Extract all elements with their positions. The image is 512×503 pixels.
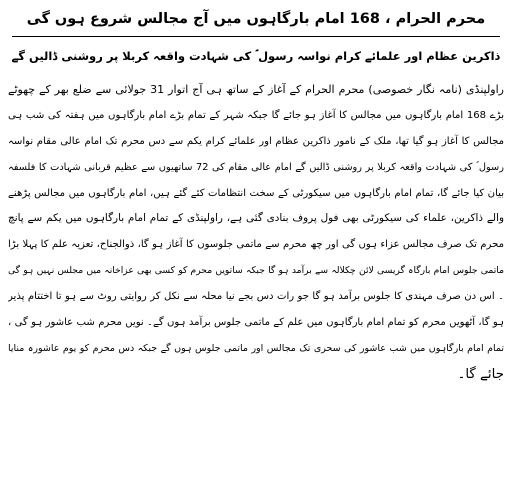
article-line: محرم تک صرف مجالس عزاء ہوں گی اور چھ محرم سے ماتمی جلوسوں کا آغاز ہو گا، ذوالجناح، تعزیہ علم کا پہلا بڑا bbox=[8, 239, 504, 251]
article-line: تمام امام بارگاہوں میں شب عاشور کی سحری تک مجالس اور ماتمی جلوس ہوں گے جبکہ دس محرم کو یوم عاشورہ منایا bbox=[8, 342, 504, 354]
article-line: مجالس کا آغاز ہو گیا تھا، ملک کے نامور ذاکرین عظام اور علمائے کرام یکم سے دس محرم تک امام عالی مقام نواسہ bbox=[8, 135, 504, 147]
article-line: بڑے 168 امام بارگاہوں میں مجالس کا آغاز ہو جائے گا جبکہ شہر کے تمام بڑے امام بارگاہوں میں ہفتہ کی شب ہی bbox=[8, 109, 504, 121]
article-body bbox=[8, 77, 504, 388]
subheadline: ذاکرین عظام اور علمائے کرام نواسہ رسول ؐ کی شہادت واقعہ کربلا پر روشنی ڈالیں گے bbox=[11, 49, 501, 63]
article-line: والے ذاکرین، علماء کی سیکورٹی بھی فول پروف بنادی گئی ہے، راولپنڈی کے تمام امام بارگاہوں میں یکم سے پانچ bbox=[8, 212, 504, 225]
article-line: ۔ اس دن صرف مہندی کا جلوس برآمد ہو گا جو رات دس بجے نیا محلہ سے نکل کر روایتی روٹ سے ہو تا اختتام پذیر bbox=[8, 291, 504, 303]
article-line: جائے گا۔ bbox=[457, 366, 504, 382]
headline: محرم الحرام ، 168 امام بارگاہوں میں آج مجالس شروع ہوں گی bbox=[26, 11, 486, 27]
article-line: بیان کیا جائے گا، تمام امام بارگاہوں میں سیکورٹی کے سخت انتظامات کئے گئے ہیں، امام بارگاہوں میں مجالس پڑھنے bbox=[8, 187, 504, 199]
article-line: راولپنڈی (نامہ نگار خصوصی) محرم الحرام کے آغاز کے ساتھ ہی آج اتوار 31 جولائی سے ضلع بھر کے چھوٹے bbox=[8, 83, 504, 96]
article-line: رسول ؐ کی شہادت واقعہ کربلا پر روشنی ڈالیں گے امام عالی مقام کی 72 ساتھیوں سے عظیم قربانی شہادت کا فلسفہ bbox=[8, 161, 504, 173]
article-line: ماتمی جلوس امام بارگاہ گریسی لائن چکلالہ سے برآمد ہو گا جبکہ ساتویں محرم کو کسی بھی عزاخانہ میں مجلس نہیں ہو گی bbox=[8, 265, 504, 277]
article-line: ہو گا، آٹھویں محرم کو تمام امام بارگاہوں میں علم کے ماتمی جلوس برآمد ہوں گے۔ نویں محرم شب عاشور ہو گی ، bbox=[8, 317, 504, 329]
headline-divider bbox=[12, 36, 500, 37]
